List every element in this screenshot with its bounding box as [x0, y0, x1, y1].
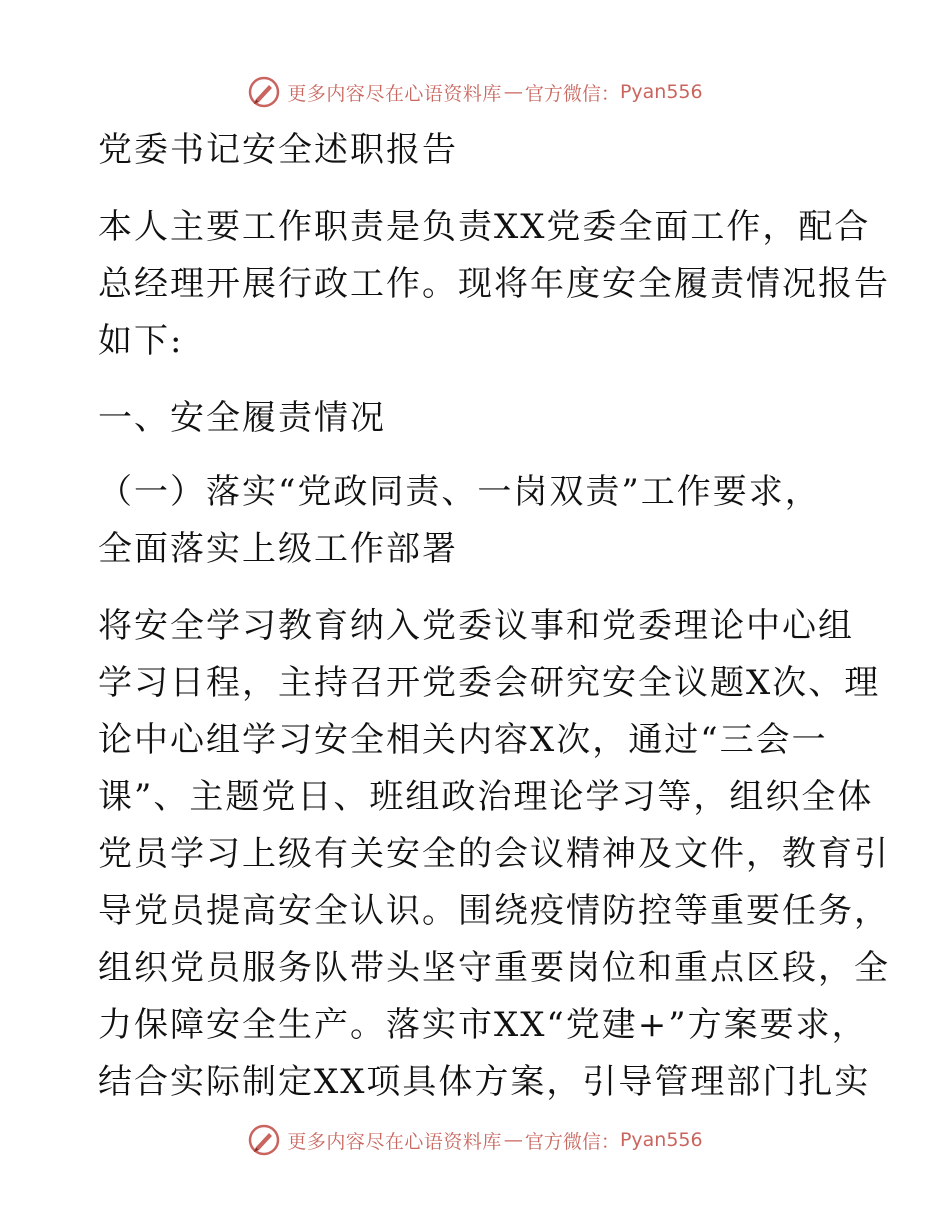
watermark-header [0, 72, 950, 112]
document-content [98, 122, 890, 1111]
body-line: 课”、主题党日、班组政治理论学习等，组织全体 [98, 777, 874, 817]
pen-logo-icon [247, 75, 281, 109]
section-heading: 一、安全履责情况 [98, 398, 386, 438]
document-title: 党委书记安全述职报告 [98, 130, 458, 170]
body-line: 党员学习上级有关安全的会议精神及文件，教育引 [98, 834, 890, 874]
watermark-wechat-id: Pyan556 [619, 81, 703, 103]
watermark-separator: — [503, 81, 523, 103]
body-line: 学习日程，主持召开党委会研究安全议题X次、理 [98, 663, 881, 703]
body-line: 论中心组学习安全相关内容X次，通过“三会一 [98, 720, 828, 760]
body-line: 将安全学习教育纳入党委议事和党委理论中心组 [98, 606, 854, 646]
watermark-separator: — [503, 1129, 523, 1151]
intro-line: 总经理开展行政工作。现将年度安全履责情况报告 [98, 264, 890, 304]
watermark-wechat-label: 官方微信： [524, 1130, 620, 1153]
watermark-wechat-id: Pyan556 [619, 1129, 703, 1151]
pen-logo-icon [247, 1123, 281, 1157]
watermark-footer [0, 1120, 950, 1160]
watermark-wechat-label: 官方微信： [524, 82, 620, 105]
intro-line: 本人主要工作职责是负责XX党委全面工作，配合 [98, 207, 871, 247]
body-line: 力保障安全生产。落实市XX“党建+”方案要求， [98, 1005, 868, 1045]
intro-line: 如下: [98, 321, 184, 361]
watermark-main-text: 更多内容尽在心语资料库 [287, 1130, 502, 1153]
subsection-heading-line: （一）落实“党政同责、一岗双责”工作要求， [98, 472, 821, 512]
body-line: 导党员提高安全认识。围绕疫情防控等重要任务， [98, 891, 890, 931]
subsection-heading-line: 全面落实上级工作部署 [98, 529, 458, 569]
body-line: 结合实际制定XX项具体方案，引导管理部门扎实 [98, 1062, 871, 1102]
watermark-main-text: 更多内容尽在心语资料库 [287, 82, 502, 105]
body-line: 组织党员服务队带头坚守重要岗位和重点区段，全 [98, 948, 890, 988]
